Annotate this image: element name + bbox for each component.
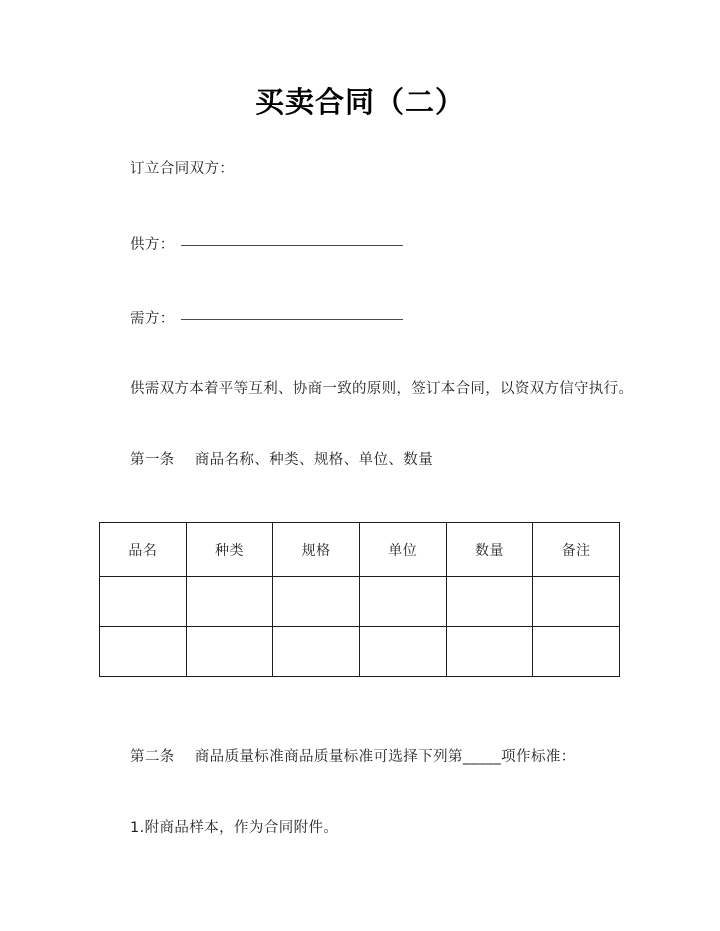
goods-table xyxy=(99,522,620,677)
table-cell-specification[interactable] xyxy=(273,627,360,677)
table-cell-unit[interactable] xyxy=(359,577,446,627)
article-two-text-after-blank: 项作标准： xyxy=(501,749,576,765)
column-header-remarks: 备注 xyxy=(533,523,620,577)
page-title: 买卖合同（二） xyxy=(254,85,465,119)
parties-heading: 订立合同双方： xyxy=(130,161,235,177)
article-two-text-before-blank: 商品质量标准商品质量标准可选择下列第 xyxy=(194,749,463,765)
article-two-item-one: 1.附商品样本，作为合同附件。 xyxy=(130,820,339,836)
column-header-category: 种类 xyxy=(186,523,273,577)
table-row xyxy=(100,627,620,677)
article-two-number: 第二条 xyxy=(130,749,175,765)
table-cell-product-name[interactable] xyxy=(100,627,187,677)
supplier-field-row xyxy=(130,234,403,256)
supplier-label: 供方： xyxy=(130,237,175,253)
article-one-heading xyxy=(130,449,433,471)
article-one-number: 第一条 xyxy=(130,452,175,468)
table-cell-remarks[interactable] xyxy=(533,627,620,677)
buyer-field-row xyxy=(130,308,403,330)
table-row xyxy=(100,577,620,627)
preamble-paragraph: 供需双方本着平等互利、协商一致的原则，签订本合同，以资双方信守执行。 xyxy=(130,381,634,397)
supplier-blank-rule[interactable] xyxy=(181,245,403,246)
column-header-quantity: 数量 xyxy=(446,523,533,577)
table-cell-quantity[interactable] xyxy=(446,577,533,627)
table-header-row xyxy=(100,523,620,577)
table-cell-unit[interactable] xyxy=(359,627,446,677)
article-two-blank[interactable]: _____ xyxy=(462,749,502,765)
column-header-unit: 单位 xyxy=(359,523,446,577)
article-two-heading xyxy=(130,746,576,768)
buyer-blank-rule[interactable] xyxy=(181,319,403,320)
column-header-specification: 规格 xyxy=(273,523,360,577)
table-cell-remarks[interactable] xyxy=(533,577,620,627)
article-one-title: 商品名称、种类、规格、单位、数量 xyxy=(194,452,434,468)
table-cell-category[interactable] xyxy=(186,577,273,627)
buyer-label: 需方： xyxy=(130,311,175,327)
table-cell-product-name[interactable] xyxy=(100,577,187,627)
table-cell-quantity[interactable] xyxy=(446,627,533,677)
column-header-product-name: 品名 xyxy=(100,523,187,577)
table-cell-category[interactable] xyxy=(186,627,273,677)
table-cell-specification[interactable] xyxy=(273,577,360,627)
